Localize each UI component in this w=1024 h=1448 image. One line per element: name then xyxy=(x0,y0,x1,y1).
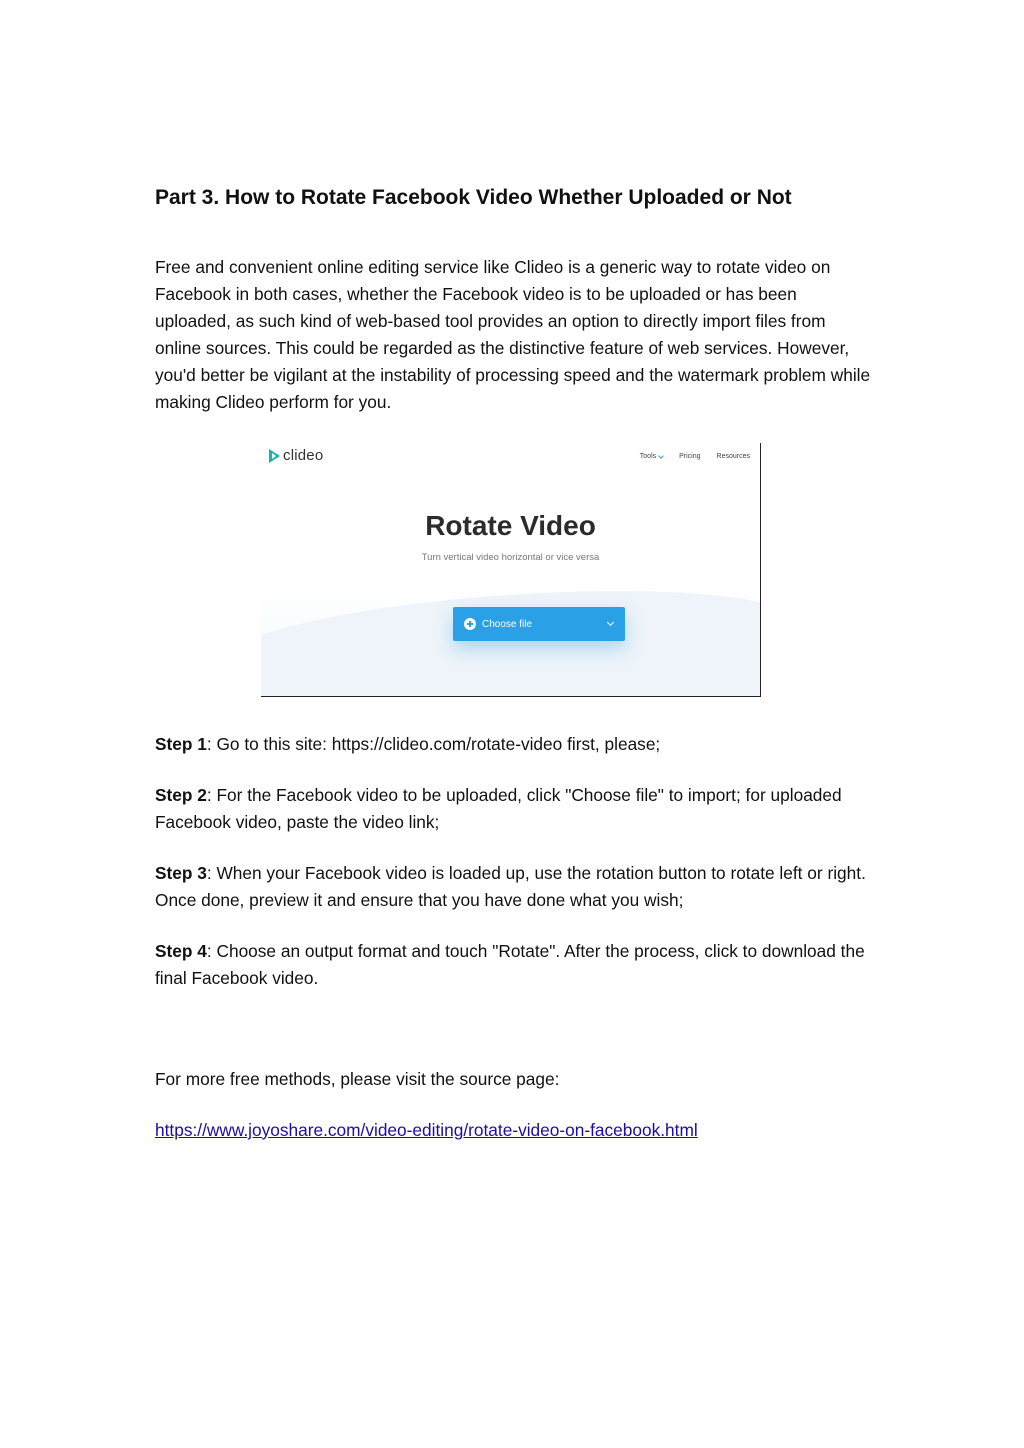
logo-text: clideo xyxy=(283,447,324,464)
step-label: Step 3 xyxy=(155,863,207,883)
nav-pricing: Pricing xyxy=(679,453,701,460)
choose-file-button-image xyxy=(453,607,625,641)
step-1 xyxy=(155,731,873,758)
section-heading: Part 3. How to Rotate Facebook Video Whether Uploaded or Not xyxy=(155,186,792,209)
step-label: Step 1 xyxy=(155,734,207,754)
chevron-down-icon xyxy=(658,453,664,459)
play-logo-icon xyxy=(269,449,280,463)
step-4 xyxy=(155,938,873,992)
step-label: Step 4 xyxy=(155,941,207,961)
chevron-down-icon xyxy=(607,619,614,626)
screenshot-header xyxy=(261,443,760,471)
nav-resources: Resources xyxy=(716,453,750,460)
more-methods-text: For more free methods, please visit the source page: xyxy=(155,1069,560,1089)
step-text: : Go to this site: https://clideo.com/rotate-video first, please; xyxy=(206,734,661,754)
step-label: Step 2 xyxy=(155,785,207,805)
step-2 xyxy=(155,782,873,836)
screenshot-subtitle: Turn vertical video horizontal or vice versa xyxy=(421,552,600,563)
choose-file-label: Choose file xyxy=(482,618,533,630)
screenshot-nav xyxy=(640,453,750,460)
step-text: : For the Facebook video to be uploaded, click "Choose file" to import; for uploaded Facebook video, paste the video link; xyxy=(155,785,842,832)
screenshot-title: Rotate Video xyxy=(425,510,596,541)
step-text: : Choose an output format and touch "Rotate". After the process, click to download the final Facebook video. xyxy=(155,941,865,988)
clideo-screenshot xyxy=(261,443,761,697)
clideo-logo xyxy=(269,447,323,464)
step-text: : When your Facebook video is loaded up, use the rotation button to rotate left or right. Once done, preview it and ensure that you have done what you wish; xyxy=(155,863,866,910)
intro-paragraph: Free and convenient online editing service like Clideo is a generic way to rotate video on Facebook in both cases, whether the Facebook video is to be uploaded or has been uploaded, as such kind of web-based tool provides an option to directly import files from online sources. This could be regarded as the distinctive feature of web services. However, you'd better be vigilant at the instability of processing speed and the watermark problem while making Clideo perform for you. xyxy=(155,257,871,412)
nav-tools-label: Tools xyxy=(639,453,657,460)
nav-tools xyxy=(640,453,663,460)
step-3 xyxy=(155,860,873,914)
source-page-link[interactable]: https://www.joyoshare.com/video-editing/rotate-video-on-facebook.html xyxy=(155,1120,698,1140)
plus-circle-icon xyxy=(464,618,476,630)
